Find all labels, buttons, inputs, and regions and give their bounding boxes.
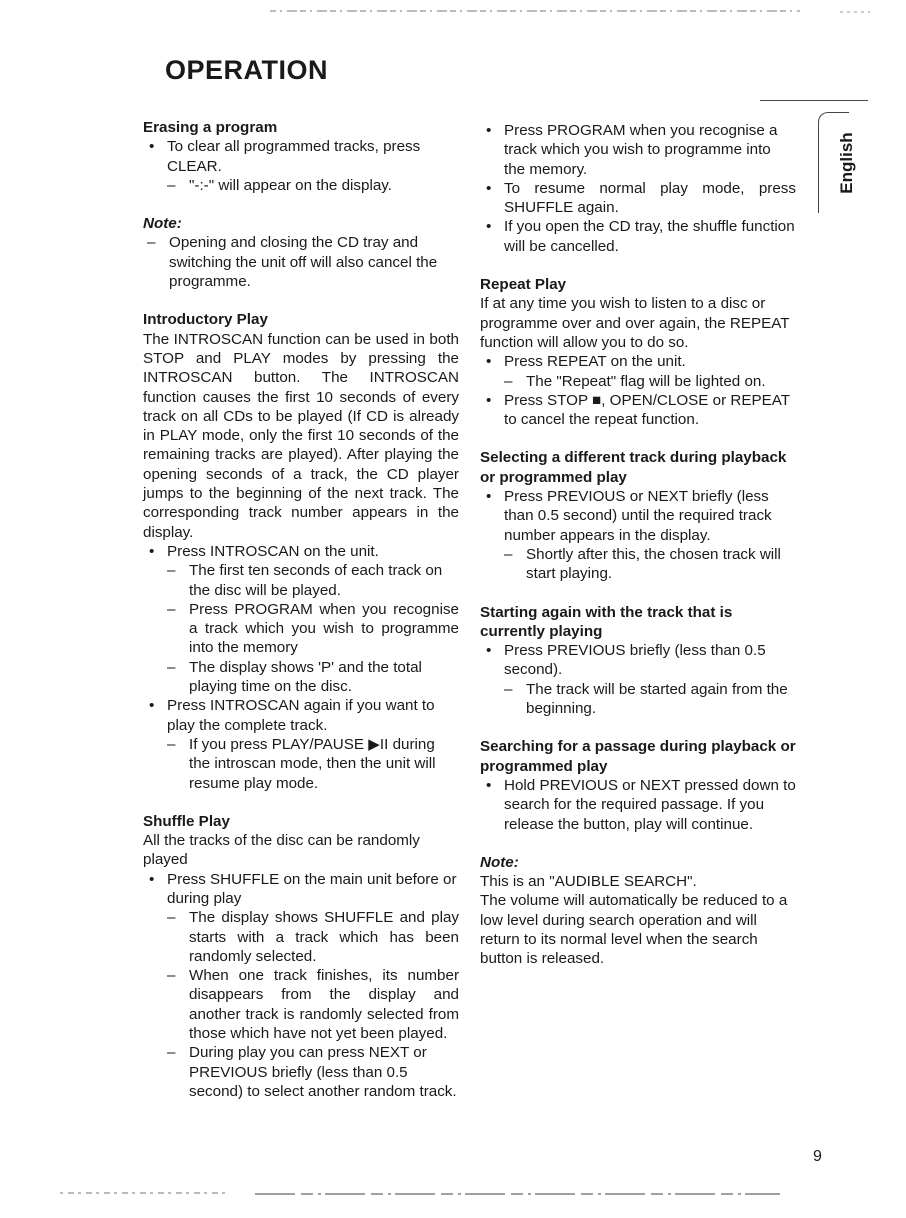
shuffle-bullet-1: • Press SHUFFLE on the main unit before or during play <box>143 870 459 909</box>
intro-body: The INTROSCAN function can be used in both STOP and PLAY modes by pressing the INTROSCAN button. The INTROSCAN function causes the first 10 seconds of every track on all CDs to be played (If CD is already in PLAY mode, only the first 10 seconds of the remaining tracks are played). After playing the opening seconds of a track, the CD player jumps to the beginning of the next track. The corresponding track number appears in the display. <box>143 330 459 541</box>
repeat-bullet-2: • Press STOP ■, OPEN/CLOSE or REPEAT to cancel the repeat function. <box>480 391 796 430</box>
selecting-dash-1: – Shortly after this, the chosen track will start playing. <box>480 545 796 584</box>
left-column <box>143 118 459 1101</box>
repeat-body: If at any time you wish to listen to a disc or programme over and over again, the REPEAT function will allow you to do so. <box>480 295 790 351</box>
note-2-body-1: This is an "AUDIBLE SEARCH". <box>480 873 697 891</box>
page-number: 9 <box>813 1148 822 1165</box>
intro-heading: Introductory Play <box>143 311 268 329</box>
right-column <box>480 121 796 969</box>
shuffle-cont-bullet-2: • To resume normal play mode, press SHUFFLE again. <box>480 179 796 218</box>
shuffle-dash-2: – When one track finishes, its number disappears from the display and another track is randomly selected from those which have not yet been played. <box>143 966 459 1043</box>
repeat-bullet-1: • Press REPEAT on the unit. <box>480 352 796 371</box>
shuffle-cont-bullet-1: • Press PROGRAM when you recognise a track which you wish to programme into the memory. <box>480 121 796 179</box>
scan-artifact-bottom <box>0 1190 906 1196</box>
shuffle-cont-bullet-3: • If you open the CD tray, the shuffle function will be cancelled. <box>480 217 796 256</box>
shuffle-dash-3: – During play you can press NEXT or PREVIOUS briefly (less than 0.5 second) to select another random track. <box>143 1043 459 1101</box>
intro-dash-2: – Press PROGRAM when you recognise a track which you wish to programme into the memory <box>143 600 459 658</box>
intro-dash-3: – The display shows 'P' and the total playing time on the disc. <box>143 658 459 697</box>
starting-dash-1: – The track will be started again from the beginning. <box>480 680 796 719</box>
searching-bullet-1: • Hold PREVIOUS or NEXT pressed down to search for the required passage. If you release the button, play will continue. <box>480 776 796 834</box>
note-2-heading: Note: <box>480 853 519 871</box>
repeat-heading: Repeat Play <box>480 276 567 294</box>
erasing-bullet-1: • To clear all programmed tracks, press CLEAR. <box>143 137 459 176</box>
note-1-heading: Note: <box>143 215 182 233</box>
header-rule <box>760 100 868 101</box>
repeat-dash-1: – The "Repeat" flag will be lighted on. <box>480 372 796 391</box>
shuffle-dash-1: – The display shows SHUFFLE and play starts with a track which has been randomly selected. <box>143 908 459 966</box>
intro-dash-1: – The first ten seconds of each track on the disc will be played. <box>143 561 459 600</box>
selecting-bullet-1: • Press PREVIOUS or NEXT briefly (less than 0.5 second) until the required track number appears in the display. <box>480 487 796 545</box>
starting-bullet-1: • Press PREVIOUS briefly (less than 0.5 second). <box>480 641 796 680</box>
scan-artifact-top <box>0 8 906 14</box>
intro-bullet-1: • Press INTROSCAN on the unit. <box>143 542 459 561</box>
starting-heading: Starting again with the track that is currently playing <box>480 603 733 640</box>
note-2-body-2: The volume will automatically be reduced to a low level during search operation and will return to its normal level when the search button is released. <box>480 892 788 968</box>
searching-heading: Searching for a passage during playback or programmed play <box>480 738 796 775</box>
shuffle-heading: Shuffle Play <box>143 812 230 830</box>
erasing-dash-1: – "-:-" will appear on the display. <box>143 176 459 195</box>
intro-bullet-2: • Press INTROSCAN again if you want to play the complete track. <box>143 696 459 735</box>
erasing-heading: Erasing a program <box>143 119 278 136</box>
intro-dash-4: – If you press PLAY/PAUSE ▶II during the introscan mode, then the unit will resume play mode. <box>143 735 459 793</box>
language-tab-label: English <box>837 132 856 194</box>
shuffle-body: All the tracks of the disc can be randomly played <box>143 832 420 869</box>
page-title: OPERATION <box>165 55 329 85</box>
note-1-dash-1: – Opening and closing the CD tray and switching the unit off will also cancel the programme. <box>143 233 459 291</box>
selecting-heading: Selecting a different track during playback or programmed play <box>480 449 787 486</box>
